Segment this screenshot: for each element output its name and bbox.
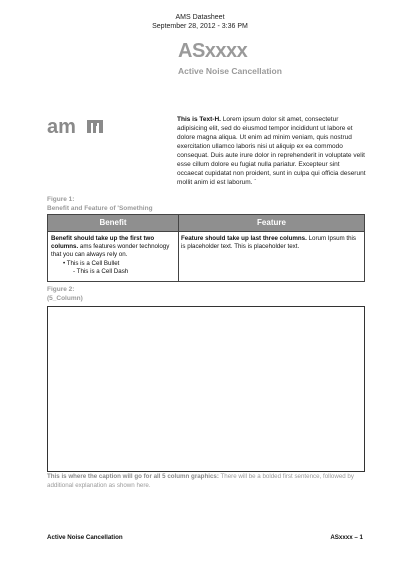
feature-body: Lorum Ipsum this is placeholder text. This is placeholder text.: [181, 235, 357, 251]
figure1-title: Benefit and Feature of 'Something: [47, 205, 153, 212]
intro-bold: This is Text-H.: [177, 116, 221, 123]
header-date: September 28, 2012 - 3:36 PM: [152, 23, 248, 30]
figure2-placeholder-box: [47, 306, 365, 472]
figure2-label: Figure 2:: [47, 286, 75, 293]
product-name: ASxxxx: [178, 40, 248, 62]
table-header-benefit: Benefit: [48, 215, 179, 231]
footer-left: Active Noise Cancellation: [47, 534, 123, 541]
ams-logo-text: am: [47, 116, 76, 136]
cell-dash: - This is a Cell Dash: [73, 267, 129, 275]
benefit-feature-table: [47, 214, 365, 282]
footer-right: ASxxxx – 1: [330, 534, 363, 541]
caption-bold: This is where the caption will go for all 5 column graphics:: [47, 473, 219, 480]
table-column-divider: [178, 231, 179, 281]
cell-bullet: • This is a Cell Bullet: [63, 259, 120, 267]
table-header-feature: Feature: [179, 215, 364, 231]
figure-caption: [47, 473, 365, 490]
ams-logo: [47, 116, 107, 136]
benefit-body: ams features wonder technology that you can always rely on.: [51, 243, 170, 259]
figure1-label: Figure 1:: [47, 196, 75, 203]
header-title: AMS Datasheet: [175, 14, 225, 21]
feature-bold: Feature should take up last three columns.: [181, 235, 307, 242]
table-header-divider: [48, 231, 364, 232]
table-cell-feature: [181, 235, 361, 251]
intro-body: Lorem ipsum dolor sit amet, consectetur adipisicing elit, sed do eiusmod tempor incididunt ut labore et dolore magna aliqua. Ut enim ad minim veniam, quis nostrud exercitation ullamco laboris nisi ut aliquip ex ea commodo consequat. Duis aute irure dolor in reprehenderit in voluptate velit esse cillum dolore eu fugiat nulla pariatur. Excepteur sint occaecat cupidatat non proident, sunt in culpa qui officia deserunt mollit anim id est laborum. ´: [177, 116, 366, 186]
caption-body: There will be a bolded first sentence, followed by additional explanation as shown here.: [47, 473, 354, 489]
product-subtitle: Active Noise Cancellation: [178, 66, 282, 76]
intro-paragraph: [177, 115, 367, 187]
figure2-title: (5_Column): [47, 295, 83, 302]
benefit-bold: Benefit should take up the first two columns.: [51, 235, 155, 251]
table-cell-benefit: [51, 235, 177, 276]
